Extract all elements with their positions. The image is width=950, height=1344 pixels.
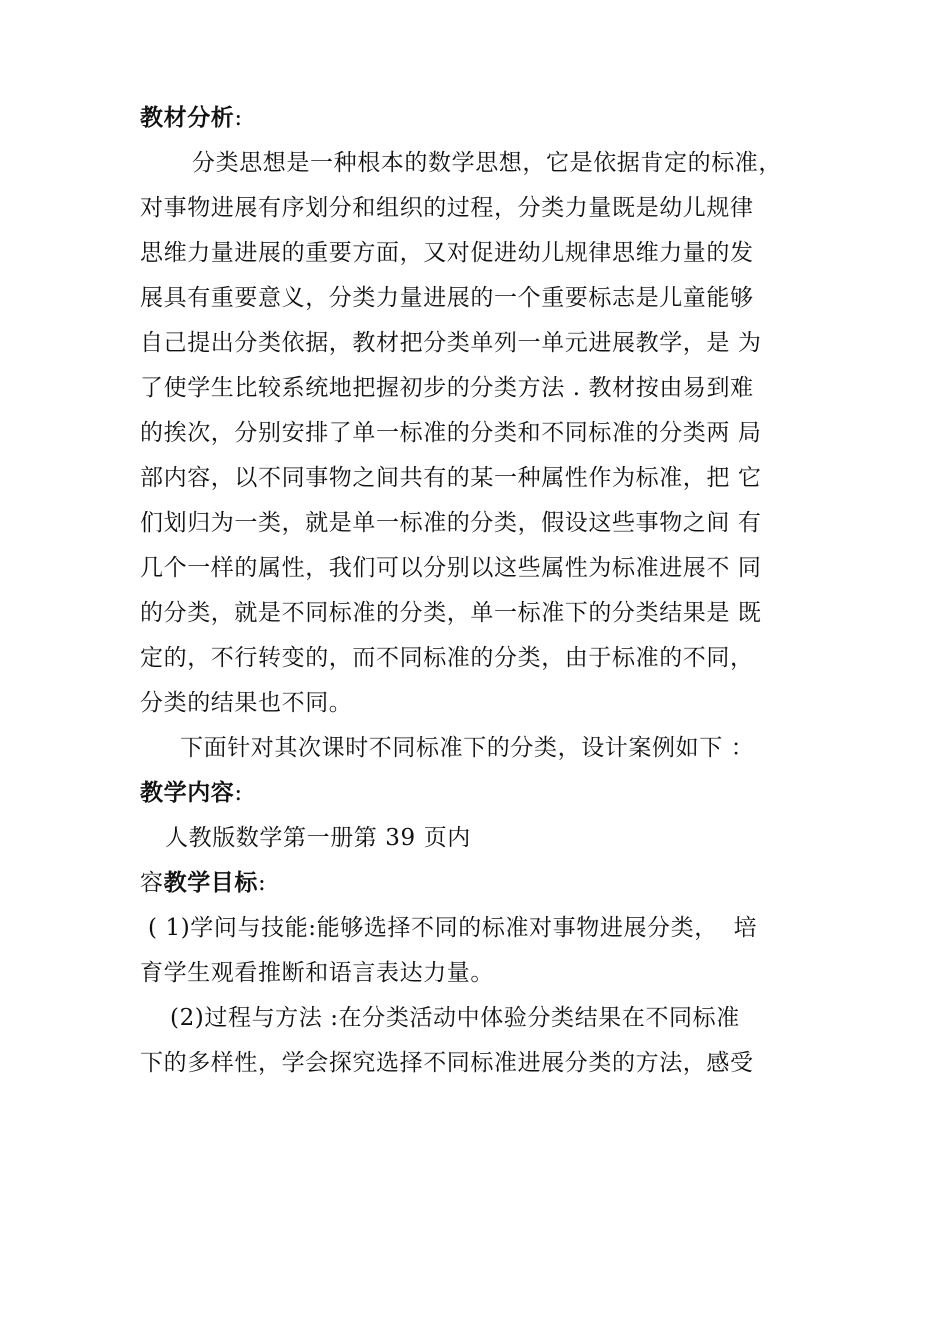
objective-2-line-1: (2)过程与方法 :在分类活动中体验分类结果在不同标准	[170, 1005, 740, 1031]
analysis-line-7: 的挨次，分别安排了单一标准的分类和不同标准的分类两 局	[140, 420, 762, 446]
analysis-line-9: 们划归为一类，就是单一标准的分类，假设这些事物之间 有	[140, 510, 762, 536]
analysis-line-1: 分类思想是一种根本的数学思想，它是依据肯定的标准，	[192, 150, 782, 176]
analysis-line-5: 自己提出分类依据，教材把分类单列一单元进展教学，是 为	[140, 330, 762, 356]
content-text-tail: 容	[140, 870, 164, 896]
objective-2-line-2: 下的多样性，学会探究选择不同标准进展分类的方法，感受	[140, 1050, 754, 1076]
heading-content	[140, 778, 243, 808]
analysis-line-11: 的分类，就是不同标准的分类，单一标准下的分类结果是 既	[140, 600, 762, 626]
content-objectives-line	[140, 868, 266, 898]
objective-1-line-2: 育学生观看推断和语言表达力量。	[140, 960, 494, 986]
content-text: 人教版数学第一册第 39 页内	[165, 825, 471, 851]
analysis-line-10: 几个一样的属性，我们可以分别以这些属性为标准进展不 同	[140, 555, 762, 581]
objective-1-line-1: ( 1)学问与技能:能够选择不同的标准对事物进展分类， 培	[148, 915, 758, 941]
heading-content-text: 教学内容	[140, 779, 235, 806]
heading-analysis-colon: :	[234, 105, 243, 131]
analysis-intro: 下面针对其次课时不同标准下的分类，设计案例如下 ：	[180, 735, 755, 761]
heading-analysis-text: 教材分析	[140, 104, 235, 131]
analysis-line-3: 思维力量进展的重要方面，又对促进幼儿规律思维力量的发	[140, 240, 754, 266]
analysis-line-13: 分类的结果也不同。	[140, 690, 353, 716]
analysis-line-2: 对事物进展有序划分和组织的过程，分类力量既是幼儿规律	[140, 195, 754, 221]
heading-analysis	[140, 103, 243, 133]
analysis-line-4: 展具有重要意义，分类力量进展的一个重要标志是儿童能够	[140, 285, 754, 311]
analysis-line-6: 了使学生比较系统地把握初步的分类方法 . 教材按由易到难	[140, 375, 754, 401]
heading-objectives-text: 教学目标	[163, 869, 259, 896]
analysis-line-12: 定的，不行转变的，而不同标准的分类，由于标准的不同，	[140, 645, 754, 671]
heading-content-colon: :	[234, 780, 243, 806]
analysis-line-8: 部内容，以不同事物之间共有的某一种属性作为标准，把 它	[140, 465, 762, 491]
heading-objectives-colon: :	[258, 870, 267, 896]
